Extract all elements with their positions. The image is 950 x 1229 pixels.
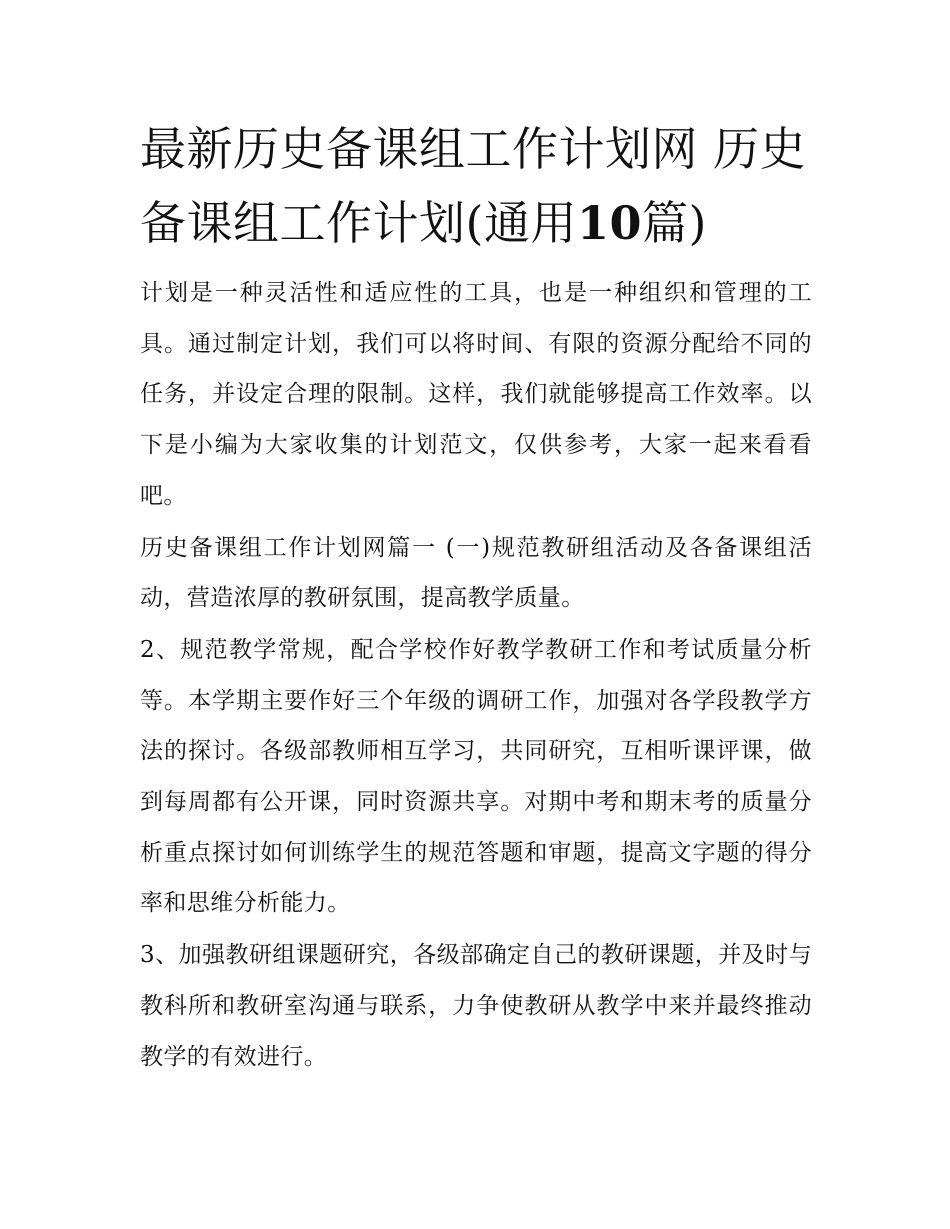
title-text-part2: 篇) xyxy=(641,196,707,250)
item-three-paragraph: 3、加强教研组课题研究，各级部确定自己的教研课题，并及时与教科所和教研室沟通与联系，力争使教研从教学中来并最终推动教学的有效进行。 xyxy=(140,942,812,1070)
intro-paragraph: 计划是一种灵活性和适应性的工具，也是一种组织和管理的工具。通过制定计划，我们可以将时间、有限的资源分配给不同的任务，并设定合理的限制。这样，我们就能够提高工作效率。以下是小编为大家收集的计划范文，仅供参考，大家一起来看看吧。 xyxy=(140,280,812,509)
document-content xyxy=(140,112,812,1082)
title-text-part1: 最新历史备课组工作计划网 历史备课组工作计划(通用 xyxy=(140,122,807,250)
document-title xyxy=(140,112,812,260)
title-number: 10 xyxy=(576,196,642,250)
section-one-paragraph: 历史备课组工作计划网篇一 (一)规范教研组活动及各备课组活动，营造浓厚的教研氛围，提高教学质量。 xyxy=(140,534,812,612)
item-two-paragraph: 2、规范教学常规，配合学校作好教学教研工作和考试质量分析等。本学期主要作好三个年级的调研工作，加强对各学段教学方法的探讨。各级部教师相互学习，共同研究，互相听课评课，做到每周都有公开课，同时资源共享。对期中考和期末考的质量分析重点探讨如何训练学生的规范答题和审题，提高文字题的得分率和思维分析能力。 xyxy=(140,636,812,917)
